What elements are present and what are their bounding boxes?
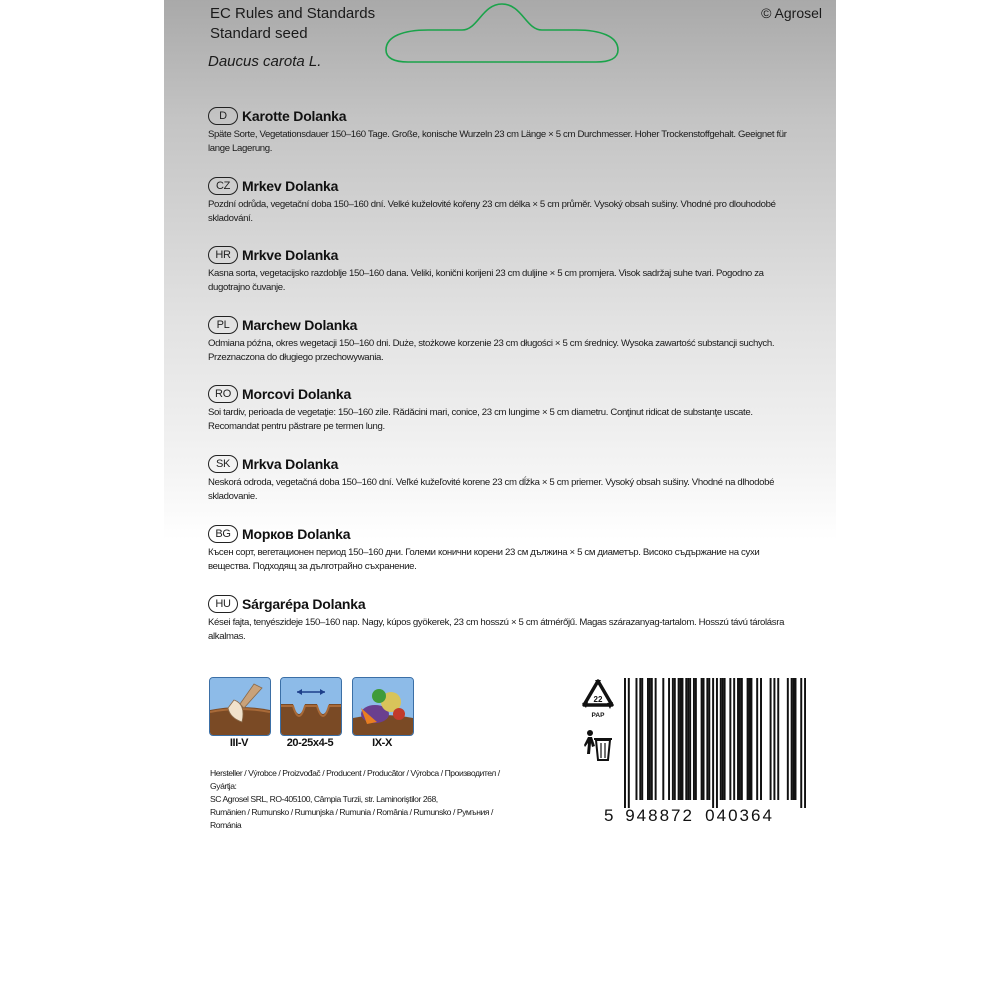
barcode-bar <box>668 678 670 800</box>
barcode-bar <box>793 678 795 800</box>
language-section-ro <box>208 385 788 434</box>
variety-description: Späte Sorte, Vegetationsdauer 150–160 Tage. Große, konische Wurzeln 23 cm Länge × 5 cm Durchmesser. Hoher Trockenstoffgehalt. Geeignet für lange Lagerung. <box>208 129 787 154</box>
barcode-bar <box>635 678 637 800</box>
language-code: BG <box>208 525 238 543</box>
barcode-right-group: 040364 <box>705 806 774 825</box>
barcode-bar <box>689 678 691 800</box>
barcode-bar <box>795 678 797 800</box>
barcode-bar <box>712 678 714 808</box>
variety-name: Marchew Dolanka <box>242 317 358 333</box>
spacing-icon <box>280 677 342 736</box>
language-section-cz <box>208 177 788 226</box>
barcode-bar <box>791 678 793 800</box>
barcode-bar <box>733 678 735 800</box>
barcode-bar <box>681 678 683 800</box>
barcode-bar <box>716 678 718 808</box>
barcode-left-group: 948872 <box>625 806 694 825</box>
barcode-bar <box>724 678 726 800</box>
barcode-bar <box>647 678 649 800</box>
barcode-bar <box>706 678 708 800</box>
language-code: CZ <box>208 177 238 195</box>
barcode-bar <box>701 678 703 800</box>
seed-packet-back <box>164 0 836 830</box>
barcode-bar <box>800 678 802 808</box>
variety-description: Kései fajta, tenyészideje 150–160 nap. Nagy, kúpos gyökerek, 23 cm hosszú × 5 cm átmérőjű. Magas szárazanyag-tartalom. Hosszú távú tárolásra alkalmas. <box>208 617 785 642</box>
barcode-bar <box>703 678 705 800</box>
seed-category: Standard seed <box>210 25 308 42</box>
barcode-bar <box>672 678 674 800</box>
sowing-time-caption: III-V <box>229 737 249 749</box>
barcode-bar <box>708 678 710 800</box>
barcode-bar <box>693 678 695 800</box>
barcode-bar <box>639 678 641 800</box>
variety-description: Soi tardiv, perioada de vegetaţie: 150–160 zile. Rădăcini mari, conice, 23 cm lungime × 5 cm diametru. Conţinut ridicat de substanţe uscate. Recomandat pentru păstrare pe termen lung. <box>208 407 753 432</box>
copyright: © Agrosel <box>761 5 822 21</box>
barcode-bar <box>750 678 752 800</box>
barcode-bar <box>770 678 772 800</box>
language-code: SK <box>208 455 238 473</box>
barcode-bar <box>722 678 724 800</box>
barcode-bar <box>649 678 651 800</box>
variety-name: Mrkev Dolanka <box>242 178 339 194</box>
barcode <box>624 678 806 808</box>
language-code: HR <box>208 246 238 264</box>
language-section-hr <box>208 246 788 295</box>
language-section-hu <box>208 595 788 644</box>
barcode-bar <box>756 678 758 800</box>
language-section-pl <box>208 316 788 365</box>
barcode-bar <box>628 678 630 808</box>
barcode-bar <box>651 678 653 800</box>
producer-info <box>210 767 510 832</box>
barcode-bar <box>773 678 775 800</box>
producer-line: Hersteller / Výrobce / Proizvođač / Producent / Producător / Výrobca / Производител / Gyártja: <box>210 768 500 791</box>
variety-name: Sárgarépa Dolanka <box>242 596 366 612</box>
standard-title: EC Rules and Standards <box>210 5 376 22</box>
variety-name: Mrkva Dolanka <box>242 456 339 472</box>
language-section-bg <box>208 525 788 574</box>
hang-hole-outline <box>382 0 622 64</box>
variety-name: Karotte Dolanka <box>242 108 347 124</box>
barcode-number <box>604 806 804 826</box>
barcode-bar <box>749 678 751 800</box>
barcode-bar <box>747 678 749 800</box>
barcode-bar <box>678 678 680 800</box>
producer-address: SC Agrosel SRL, RO-405100, Câmpia Turzii, str. Laminoriştilor 268, <box>210 794 438 804</box>
sowing-time-icon <box>209 677 271 736</box>
barcode-bar <box>804 678 806 808</box>
barcode-bar <box>737 678 739 800</box>
barcode-bar <box>685 678 687 800</box>
barcode-bar <box>624 678 626 808</box>
variety-description: Pozdní odrůda, vegetační doba 150–160 dní. Velké kuželovité kořeny 23 cm délka × 5 cm průměr. Vysoký obsah sušiny. Vhodné pro dlouhodobé skladování. <box>208 199 776 224</box>
barcode-bar <box>641 678 643 800</box>
barcode-bar <box>655 678 657 800</box>
barcode-bar <box>729 678 731 800</box>
harvest-time-icon <box>352 677 414 736</box>
variety-description: Kasna sorta, vegetacijsko razdoblje 150–160 dana. Veliki, konični korijeni 23 cm duljine × 5 cm promjera. Visok sadržaj suhe tvari. Pogodno za dugotrajno čuvanje. <box>208 268 764 293</box>
barcode-bar <box>787 678 789 800</box>
recycle-icon <box>579 678 617 720</box>
language-code: PL <box>208 316 238 334</box>
barcode-bar <box>687 678 689 800</box>
barcode-bar <box>741 678 743 800</box>
barcode-bar <box>662 678 664 800</box>
variety-name: Mrkve Dolanka <box>242 247 339 263</box>
language-section-sk <box>208 455 788 504</box>
trash-bin-icon <box>582 728 612 764</box>
producer-country: Rumänien / Rumunsko / Rumunjska / Rumunia / România / Rumunsko / Румъния / Románia <box>210 807 493 830</box>
recycle-label: PAP <box>591 712 605 719</box>
language-code: D <box>208 107 238 125</box>
variety-name: Морков Dolanka <box>242 526 351 542</box>
variety-name: Morcovi Dolanka <box>242 386 352 402</box>
spacing-caption: 20-25x4-5 <box>286 737 334 749</box>
language-code: RO <box>208 385 238 403</box>
variety-description: Neskorá odroda, vegetačná doba 150–160 dní. Veľké kužeľovité korene 23 cm dĺžka × 5 cm priemer. Vysoký obsah sušiny. Vhodné na dlhodobé skladovanie. <box>208 477 775 502</box>
barcode-bar <box>760 678 762 800</box>
barcode-bar <box>720 678 722 800</box>
barcode-bar <box>777 678 779 800</box>
recycle-code: 22 <box>593 695 603 704</box>
barcode-first-digit: 5 <box>604 806 614 825</box>
language-code: HU <box>208 595 238 613</box>
variety-description: Odmiana późna, okres wegetacji 150–160 dni. Duże, stożkowe korzenie 23 cm długości × 5 cm średnicy. Wysoka zawartość substancji suchych. Przeznaczona do długiego przechowywania. <box>208 338 775 363</box>
harvest-time-caption: IX-X <box>372 737 392 749</box>
variety-description: Късен сорт, вегетационен период 150–160 дни. Големи конични корени 23 см дължина × 5 см диаметър. Високо съдържание на сухи вещества. Подходящ за дълготрайно съхранение. <box>208 547 760 572</box>
language-section-de <box>208 107 788 156</box>
barcode-bar <box>674 678 676 800</box>
barcode-bar <box>739 678 741 800</box>
barcode-bar <box>695 678 697 800</box>
barcode-bar <box>680 678 682 800</box>
species-name: Daucus carota L. <box>208 53 322 70</box>
